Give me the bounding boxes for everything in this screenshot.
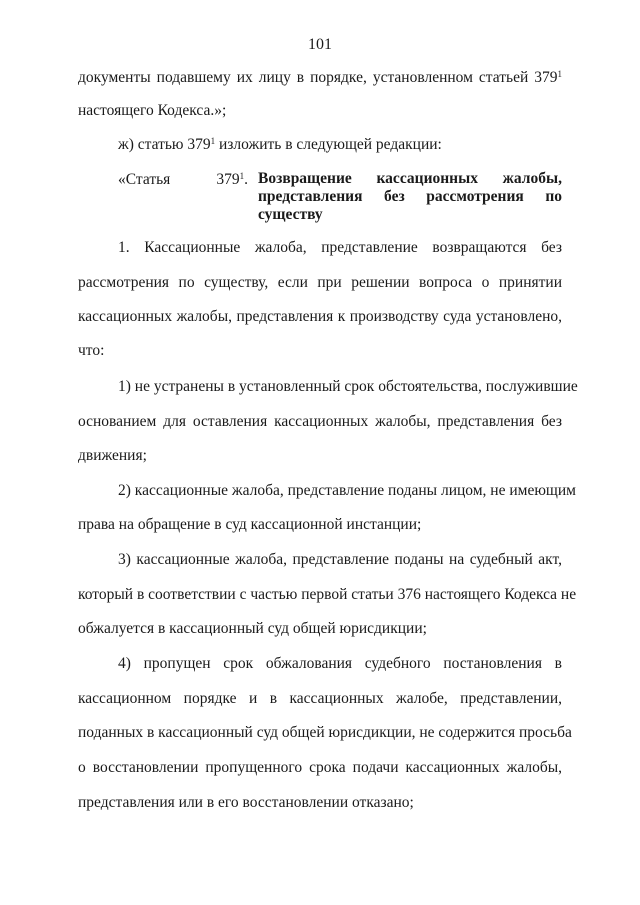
body-line: 3) кассационные жалоба, представление поданы на судебный акт, [118,551,562,568]
superscript: 1 [239,171,245,181]
body-line: 4) пропущен срок обжалования судебного постановления в [118,655,562,672]
item-zh [118,135,442,155]
body-line: что: [78,342,105,359]
body-line: рассмотрения по существу, если при решении вопроса о принятии [78,274,562,291]
article-label-pre: «Статья 379 [118,171,240,188]
paragraph-prev-line-1-text: документы подавшему их лицу в порядке, установленном статьей 379 [78,69,558,86]
body-line: 1) не устранены в установленный срок обстоятельства, послужившие [118,378,578,395]
article-label-post: . [244,171,248,188]
body-line: поданных в кассационный суд общей юрисдикции, не содержится просьба [78,724,572,741]
superscript: 1 [557,69,562,79]
body-line: представления или в его восстановлении отказано; [78,794,414,811]
body-line: о восстановлении пропущенного срока подачи кассационных жалобы, [78,759,562,776]
paragraph-prev-line-1 [78,68,562,88]
article-title-line: существу [258,206,323,223]
body-line: кассационном порядке и в кассационных жалобе, представлении, [78,690,562,707]
page-number: 101 [308,36,332,53]
article-title [258,170,562,224]
item-zh-post: изложить в следующей редакции: [215,136,442,153]
body-line: кассационных жалобы, представления к производству суда установлено, [78,308,562,325]
body-line: 1. Кассационные жалоба, представление возвращаются без [118,239,562,256]
article-label [118,170,248,190]
body-line: права на обращение в суд кассационной инстанции; [78,516,422,533]
article-title-line: Возвращение кассационных жалобы, [258,170,562,187]
paragraph-prev-line-2: настоящего Кодекса.»; [78,102,227,119]
body-line: который в соответствии с частью первой статьи 376 настоящего Кодекса не [78,586,577,603]
body-line: обжалуется в кассационный суд общей юрисдикции; [78,620,427,637]
body-line: 2) кассационные жалоба, представление поданы лицом, не имеющим [118,482,576,499]
article-title-line: представления без рассмотрения по [258,188,562,205]
body-line: движения; [78,447,147,464]
item-zh-pre: ж) статью 379 [118,136,211,153]
body-line: основанием для оставления кассационных жалобы, представления без [78,413,562,430]
superscript: 1 [210,136,216,146]
